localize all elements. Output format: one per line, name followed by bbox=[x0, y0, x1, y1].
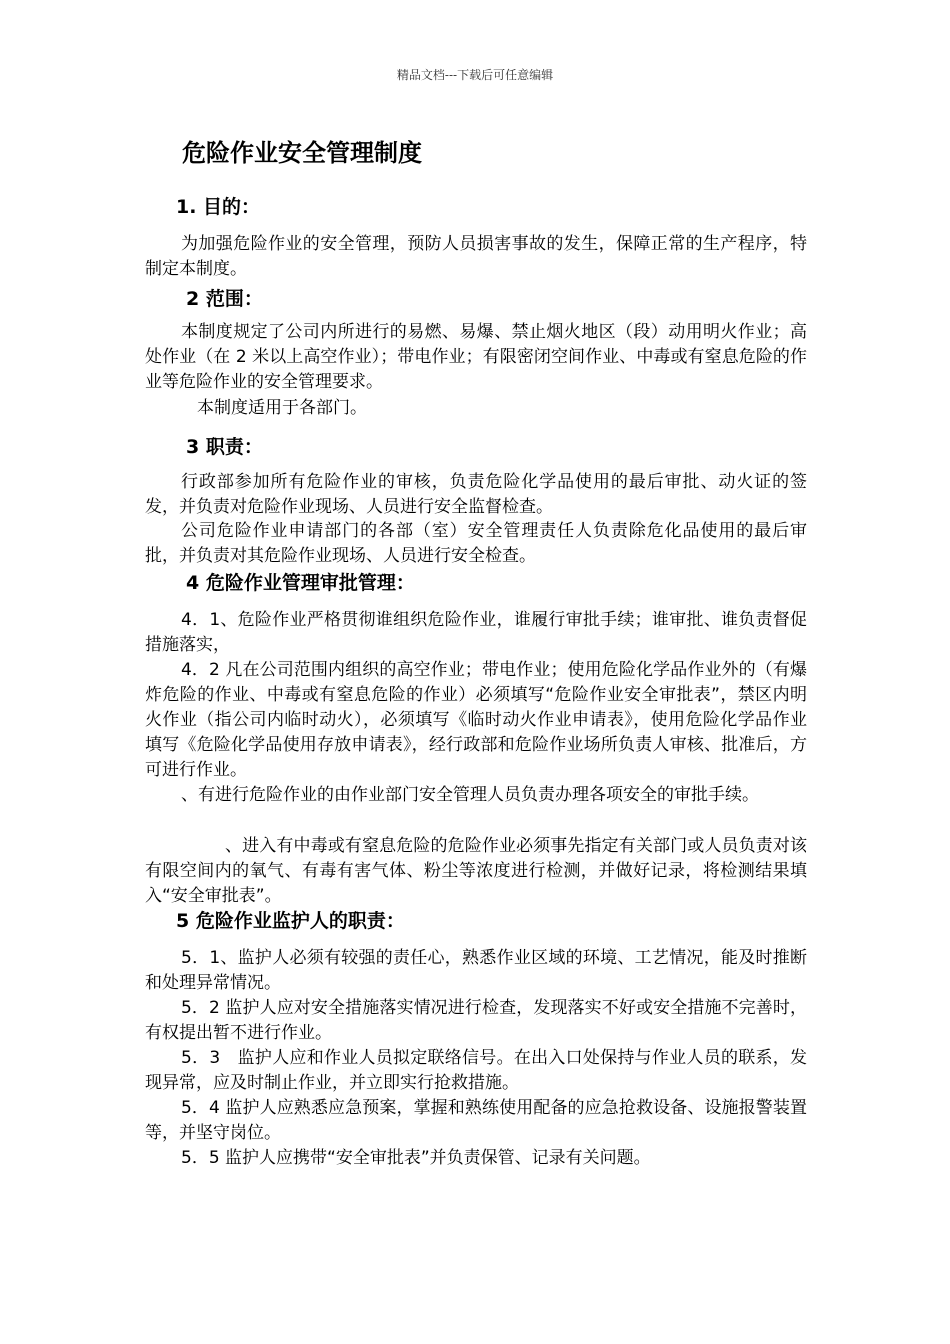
section-5-paragraph-4: 5．4 监护人应熟悉应急预案，掌握和熟练使用配备的应急抢救设备、设施报警装置等，并坚守岗位。 bbox=[145, 1098, 807, 1143]
section-4-paragraph-2: 4．2 凡在公司范围内组织的高空作业；带电作业；使用危险化学品作业外的（有爆炸危险的作业、中毒或有窒息危险的作业）必须填写“危险作业安全审批表”，禁区内明火作业（指公司内临时动火），必须填写《临时动火作业申请表》，使用危险化学品作业填写《危险化学品使用存放申请表》，经行政部和危险作业场所负责人审核、批准后，方可进行作业。 bbox=[145, 660, 807, 780]
header-note: 精品文档---下载后可任意编辑 bbox=[396, 68, 554, 82]
section-5-heading: 5 危险作业监护人的职责： bbox=[176, 910, 405, 932]
section-3-paragraph-2: 公司危险作业申请部门的各部（室）安全管理责任人负责除危化品使用的最后审批，并负责对其危险作业现场、人员进行安全检查。 bbox=[145, 521, 807, 566]
section-5-paragraph-2: 5．2 监护人应对安全措施落实情况进行检查，发现落实不好或安全措施不完善时，有权提出暂不进行作业。 bbox=[145, 998, 807, 1043]
section-4-heading: 4 危险作业管理审批管理： bbox=[186, 572, 415, 594]
section-1-paragraph: 为加强危险作业的安全管理，预防人员损害事故的发生，保障正常的生产程序，特制定本制度。 bbox=[145, 234, 807, 279]
section-5-paragraph-3: 5．3 监护人应和作业人员拟定联络信号。在出入口处保持与作业人员的联系，发现异常，应及时制止作业，并立即实行抢救措施。 bbox=[145, 1048, 807, 1093]
section-2-heading: 2 范围： bbox=[186, 288, 263, 310]
section-3-heading: 3 职责： bbox=[186, 436, 263, 458]
section-5-paragraph-1: 5．1、监护人必须有较强的责任心，熟悉作业区域的环境、工艺情况，能及时推断和处理异常情况。 bbox=[145, 948, 807, 993]
section-4-paragraph-4: 、进入有中毒或有窒息危险的危险作业必须事先指定有关部门或人员负责对该有限空间内的氧气、有毒有害气体、粉尘等浓度进行检测，并做好记录，将检测结果填入“安全审批表”。 bbox=[145, 836, 807, 906]
section-2-paragraph-1: 本制度规定了公司内所进行的易燃、易爆、禁止烟火地区（段）动用明火作业；高处作业（在 2 米以上高空作业）；带电作业；有限密闭空间作业、中毒或有窒息危险的作业等危险作业的安全管理要求。 bbox=[145, 322, 807, 392]
document-title: 危险作业安全管理制度 bbox=[182, 139, 422, 167]
section-1-heading: 1. 目的： bbox=[176, 196, 261, 218]
section-5-paragraph-5: 5．5 监护人应携带“安全审批表”并负责保管、记录有关问题。 bbox=[181, 1148, 651, 1168]
section-4-paragraph-1: 4．1、危险作业严格贯彻谁组织危险作业，谁履行审批手续；谁审批、谁负责督促措施落实， bbox=[145, 610, 807, 655]
section-3-paragraph-1: 行政部参加所有危险作业的审核，负责危险化学品使用的最后审批、动火证的签发，并负责对危险作业现场、人员进行安全监督检查。 bbox=[145, 472, 807, 517]
section-2-paragraph-2: 本制度适用于各部门。 bbox=[197, 398, 367, 418]
section-4-paragraph-3: 、有进行危险作业的由作业部门安全管理人员负责办理各项安全的审批手续。 bbox=[181, 785, 759, 805]
